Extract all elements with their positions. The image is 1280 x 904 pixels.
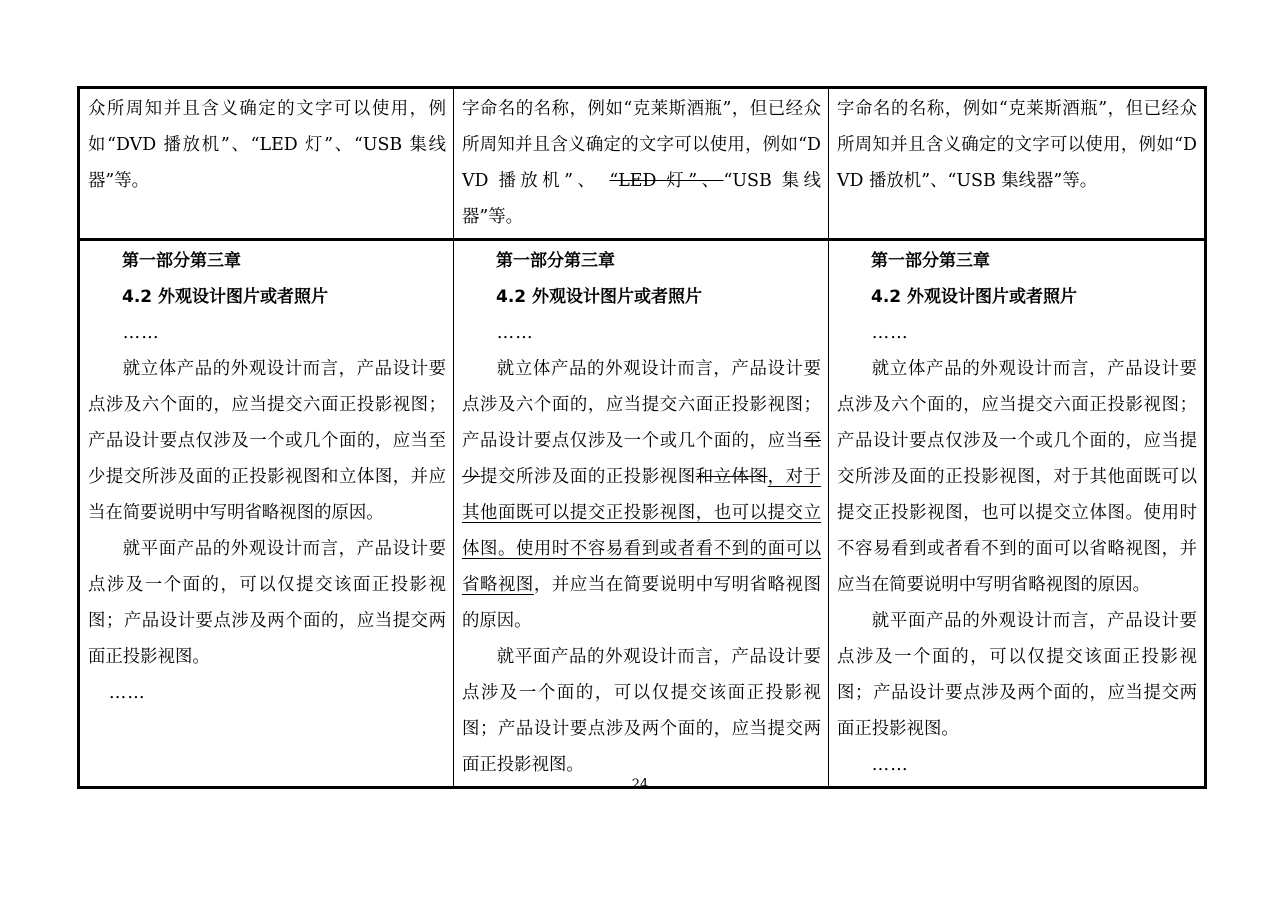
paragraph (462, 351, 821, 639)
cell-original-text (79, 240, 454, 788)
text-run: “USB 集线器”等。 (462, 171, 821, 227)
deleted-text: 至少 (462, 431, 821, 487)
table-row (79, 88, 1206, 240)
text-run: 就立体产品的外观设计而言，产品设计要点涉及六个面的，应当提交六面正投影视图；产品设计要点仅涉及一个或几个面的，应当 (462, 359, 821, 451)
paragraph: 就立体产品的外观设计而言，产品设计要点涉及六个面的，应当提交六面正投影视图；产品设计要点仅涉及一个或几个面的，应当提交所涉及面的正投影视图，对于其他面既可以提交正投影视图，也可以提交立体图。使用时不容易看到或者看不到的面可以省略视图，并应当在简要说明中写明省略视图的原因。 (837, 359, 1197, 595)
subsection-heading: 4.2 外观设计图片或者照片 (122, 287, 329, 307)
deleted-text: 和立体图 (695, 467, 768, 487)
text-run: ，并应当在简要说明中写明省略视图的原因。 (462, 575, 821, 631)
cell-revision-marked (454, 240, 829, 788)
section-heading: 第一部分第三章 (496, 251, 615, 271)
cell-revision-marked (454, 88, 829, 240)
cell-revised-text (829, 240, 1206, 788)
page-number: 24 (631, 777, 649, 792)
paragraph: 就平面产品的外观设计而言，产品设计要点涉及一个面的，可以仅提交该面正投影视图；产品设计要点涉及两个面的，应当提交两面正投影视图。 (462, 647, 821, 775)
ellipsis: …… (122, 323, 160, 343)
paragraph: 就平面产品的外观设计而言，产品设计要点涉及一个面的，可以仅提交该面正投影视图；产品设计要点涉及两个面的，应当提交两面正投影视图。 (88, 539, 446, 667)
paragraph: 字命名的名称，例如“克莱斯酒瓶”，但已经众所周知并且含义确定的文字可以使用，例如“DVD 播放机”、“USB 集线器”等。 (837, 99, 1197, 191)
cell-original-text (79, 88, 454, 240)
deleted-text: “LED 灯”、 (609, 171, 724, 191)
ellipsis: …… (871, 755, 909, 775)
subsection-heading: 4.2 外观设计图片或者照片 (496, 287, 703, 307)
ellipsis: …… (496, 323, 534, 343)
paragraph (462, 91, 821, 235)
inserted-text: ，对于其他面既可以提交正投影视图，也可以提交立体图。使用时不容易看到或者看不到的面可以省略视图 (462, 467, 821, 595)
ellipsis: …… (871, 323, 909, 343)
ellipsis: …… (108, 683, 146, 703)
cell-revised-text (829, 88, 1206, 240)
table-row (79, 240, 1206, 788)
paragraph: 就立体产品的外观设计而言，产品设计要点涉及六个面的，应当提交六面正投影视图；产品设计要点仅涉及一个或几个面的，应当至少提交所涉及面的正投影视图和立体图，并应当在简要说明中写明省略视图的原因。 (88, 359, 446, 523)
paragraph: 就平面产品的外观设计而言，产品设计要点涉及一个面的，可以仅提交该面正投影视图；产品设计要点涉及两个面的，应当提交两面正投影视图。 (837, 611, 1197, 739)
text-run: 提交所涉及面的正投影视图 (479, 467, 696, 487)
section-heading: 第一部分第三章 (871, 251, 990, 271)
section-heading: 第一部分第三章 (122, 251, 241, 271)
comparison-table (77, 86, 1207, 789)
subsection-heading: 4.2 外观设计图片或者照片 (871, 287, 1078, 307)
text-run: 字命名的名称，例如“克莱斯酒瓶”，但已经众所周知并且含义确定的文字可以使用，例如“DVD 播放机”、 (462, 99, 821, 191)
paragraph: 众所周知并且含义确定的文字可以使用，例如“DVD 播放机”、“LED 灯”、“USB 集线器”等。 (88, 99, 446, 191)
